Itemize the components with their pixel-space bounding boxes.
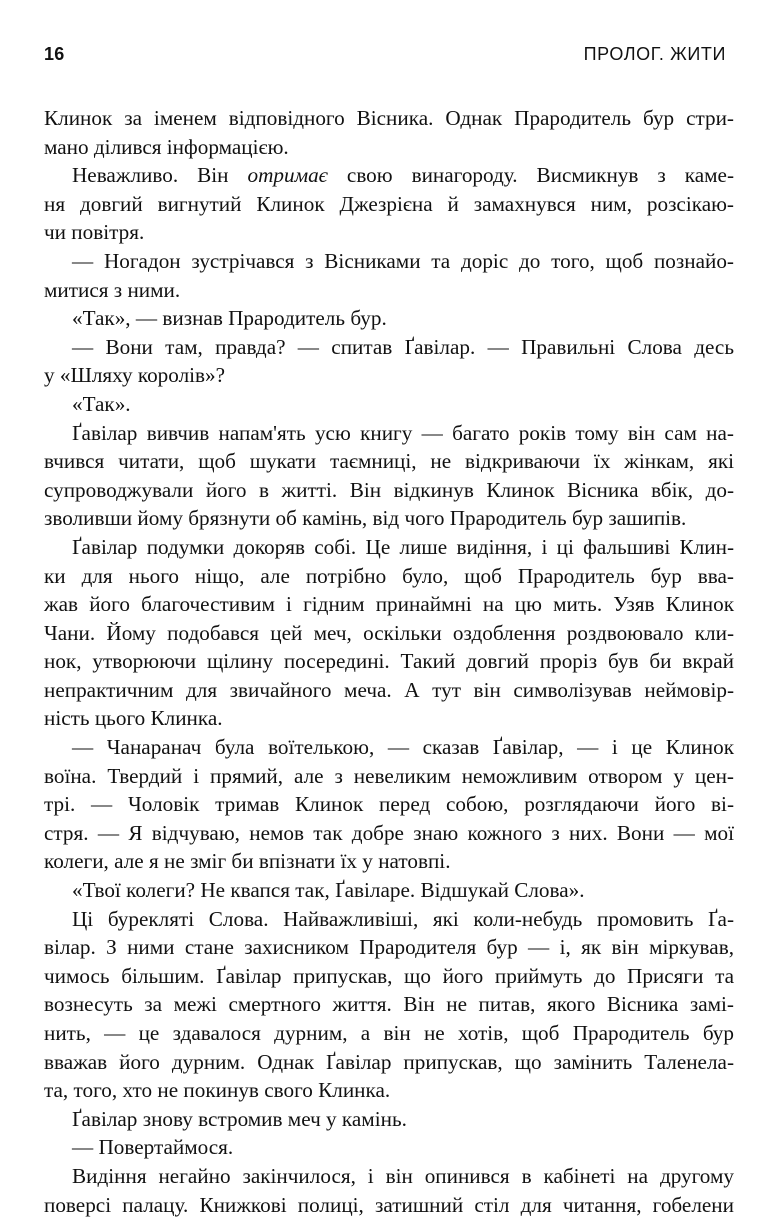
text-line: зволивши йому брязнути об камінь, від чого Прародитель бур зашипів.: [44, 506, 687, 531]
text-line: чимось більшим. Ґавілар припускав, що його приймуть до Присяги та: [44, 963, 734, 988]
text-line: чи повітря.: [44, 220, 145, 245]
text-line: колеги, але я не зміг би впізнати їх у натовпі.: [44, 849, 451, 874]
text-line: та, того, хто не покинув свого Клинка.: [44, 1078, 391, 1103]
text-line: Ґавілар подумки докоряв собі. Це лише видіння, і ці фальшиві Клин-: [72, 534, 734, 559]
text-line: стря. — Я відчуваю, немов так добре знаю кожного з них. Вони — мої: [44, 820, 734, 845]
text-line: супроводжували його в житті. Він відкинув Клинок Вісника вбік, до-: [44, 477, 734, 502]
text-line: воїна. Твердий і прямий, але з невеликим неможливим отвором у цен-: [44, 763, 734, 788]
text-line: митися з ними.: [44, 277, 181, 302]
text-line: — Ногадон зустрічався з Вісниками та доріс до того, щоб познайо-: [72, 248, 734, 273]
text-line: — Повертаймося.: [72, 1135, 234, 1160]
text-line: «Так».: [72, 391, 131, 416]
text-line: поверсі палацу. Книжкові полиці, затишний стіл для читання, гобелени: [44, 1192, 734, 1217]
text-line: «Твої колеги? Не квапся так, Ґавіларе. Відшукай Слова».: [72, 878, 585, 903]
text-line: жав його благочестивим і гідним принаймні на цю мить. Узяв Клинок: [44, 592, 734, 617]
text-line: мано ділився інформацією.: [44, 134, 289, 159]
text-line: Ґавілар знову встромив меч у камінь.: [72, 1106, 407, 1131]
text-line: вважав його дурним. Однак Ґавілар припускав, що замінить Таленела-: [44, 1049, 734, 1074]
text-line: «Так», — визнав Прародитель бур.: [72, 306, 387, 331]
text-line: Видіння негайно закінчилося, і він опинився в кабінеті на другому: [72, 1163, 734, 1188]
text-line: у «Шляху королів»?: [44, 363, 226, 388]
emphasis: отримає: [247, 163, 328, 188]
text-line: — Чанаранач була воїтелькою, — сказав Ґавілар, — і це Клинок: [72, 735, 734, 760]
text-line: вознесуть за межі смертного життя. Він не питав, якого Вісника замі-: [44, 992, 734, 1017]
text-line: трі. — Чоловік тримав Клинок перед собою, розглядаючи його ві-: [44, 792, 734, 817]
text-line: Неважливо. Він отримає свою винагороду. Висмикнув з каме-: [72, 163, 734, 188]
text-line: Клинок за іменем відповідного Вісника. Однак Прародитель бур стри-: [44, 106, 734, 130]
text-line: Ці бурекляті Слова. Найважливіші, які коли-небудь промовить Ґа-: [72, 906, 734, 931]
body-text: [44, 104, 734, 1219]
text-line: ки для нього ніщо, але потрібно було, щоб Прародитель бур вва-: [44, 563, 734, 588]
text-line: Ґавілар вивчив напам'ять усю книгу — багато років тому він сам на-: [72, 420, 734, 445]
text-line: вілар. З ними стане захисником Прародителя бур — і, як він міркував,: [44, 935, 734, 960]
chapter-title: ПРОЛОГ. ЖИТИ: [583, 44, 726, 64]
text-line: вчився читати, щоб шукати таємниці, не відкриваючи їх жінкам, які: [44, 449, 734, 474]
text-line: нить, — це здавалося дурним, а він не хотів, щоб Прародитель бур: [44, 1021, 734, 1045]
text-line: непрактичним для звичайного меча. А тут він символізував неймовір-: [44, 677, 734, 702]
text-line: нок, утворюючи щілину посередині. Такий довгий проріз був би вкрай: [44, 649, 734, 674]
text-line: — Вони там, правда? — спитав Ґавілар. — Правильні Слова десь: [72, 334, 734, 359]
page-number: 16: [44, 44, 65, 64]
running-head: [44, 44, 726, 74]
text-line: Чани. Йому подобався цей меч, оскільки оздоблення роздвоювало кли-: [44, 620, 734, 645]
text-line: ність цього Клинка.: [44, 706, 223, 731]
text-line: ня довгий вигнутий Клинок Джезрієна й замахнувся ним, розсікаю-: [44, 191, 734, 216]
